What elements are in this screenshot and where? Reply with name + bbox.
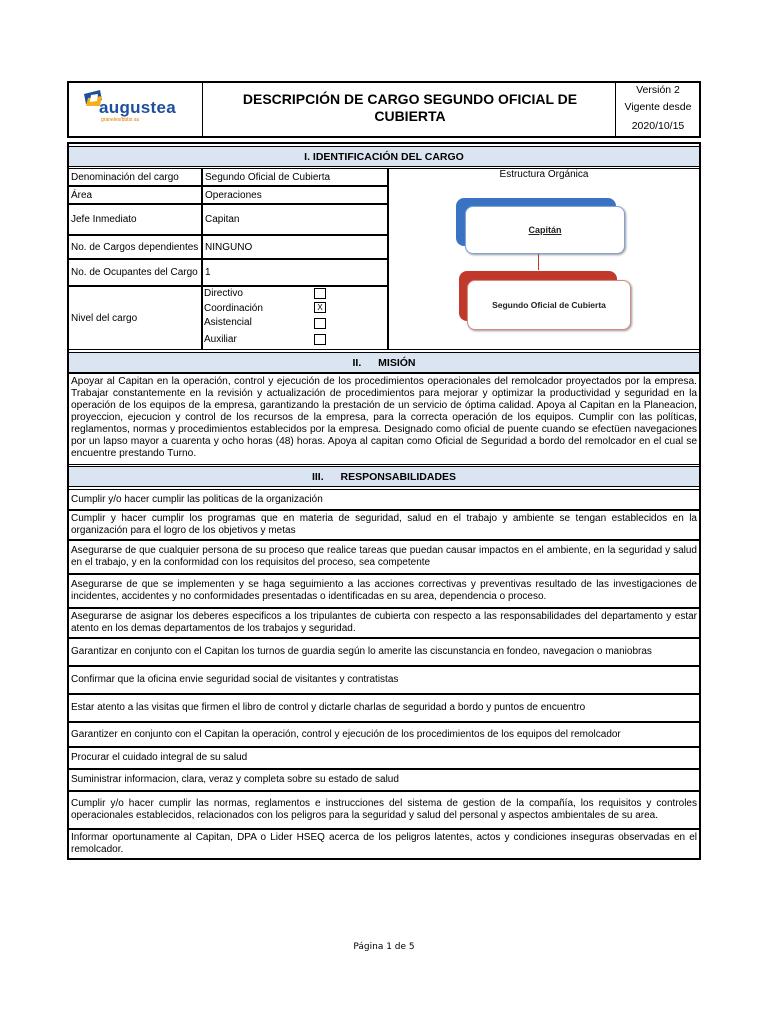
responsibility-item: Cumplir y/o hacer cumplir las politicas de la organización (68, 489, 700, 510)
nivel-option-auxiliar: Auxiliar (204, 334, 237, 345)
row-label-ocupantes: No. de Ocupantes del Cargo (68, 259, 202, 286)
logo-subtitle: graneles/bbbs sa (101, 117, 140, 123)
row-label-nivel: Nivel del cargo (68, 286, 202, 350)
checkbox-directivo[interactable] (314, 288, 326, 299)
responsibility-item: Garantizer en conjunto con el Capitan la operación, control y ejecución de los procedimientos de los equipos del remolcador (68, 722, 700, 747)
section-responsabilidades-number: III. (311, 471, 324, 483)
vigente-date: 2020/10/15 (631, 120, 685, 132)
responsibility-item: Confirmar que la oficina envie seguridad social de visitantes y contratistas (68, 666, 700, 694)
logo-text: augustea (99, 98, 177, 117)
responsibility-item: Cumplir y/o hacer cumplir las normas, reglamentos e instrucciones del sistema de gestion de la compañía, los requisitos y controles operacionales establecidos, relacionados con los peligros para la seguridad y salud del personal y aspectos ambientales de su area. (68, 791, 700, 829)
responsibility-item: Asegurarse de que cualquier persona de su proceso que realice tareas que puedan causar impactos en el ambiente, en la seguridad y salud en el trabajo, y en la conformidad con los requisitos del proceso, sea competente (68, 540, 700, 574)
section-responsabilidades-title (68, 466, 700, 487)
nivel-option-asistencial: Asistencial (204, 317, 252, 328)
row-value-denominacion: Segundo Oficial de Cubierta (202, 168, 388, 186)
version: Versión 2 (636, 84, 680, 96)
vigente-label: Vigente desde (624, 101, 692, 113)
row-value-area: Operaciones (202, 186, 388, 204)
responsibility-item: Procurar el cuidado integral de su salud (68, 747, 700, 769)
checkbox-auxiliar[interactable] (314, 334, 326, 345)
org-box-segundo (467, 280, 631, 330)
responsibility-item: Suministrar informacion, clara, veraz y completa sobre su estado de salud (68, 769, 700, 791)
row-value-cargos-dependientes: NINGUNO (202, 235, 388, 259)
nivel-option-directivo: Directivo (204, 288, 243, 299)
section-mision-title (68, 352, 700, 373)
nivel-option-coordinacion: Coordinación (204, 303, 263, 314)
page-number: Página 1 de 5 (353, 942, 415, 952)
row-value-jefe: Capitan (202, 204, 388, 235)
logo (80, 88, 195, 128)
responsibility-item: Estar atento a las visitas que firmen el libro de control y dictarle charlas de seguridad a bordo y puntos de encuentro (68, 694, 700, 722)
header-logo-divider (202, 81, 203, 138)
responsibility-item: Cumplir y hacer cumplir los programas que en materia de seguridad, salud en el trabajo y ambiente se tengan establecidos en la organización para el logro de los objetivos y metas (68, 510, 700, 540)
org-box-segundo-label: Segundo Oficial de Cubierta (492, 300, 606, 310)
mision-text: Apoyar al Capitan en la operación, control y ejecución de los procedimientos operacionales del remolcador proyectados por la empresa. Trabajar constantemente en la revisión y actualización de procedimientos para mejorar y optimizar la productividad y seguridad en la operación de los equipos de la empresa, garantizando la prestación de un servicio de óptima calidad. Apoya al Capitan en la Planeacion, proyeccion, ejecucion y control de los recursos de la empresa, para la correcta operación de los equipos. Cumplir con las políticas, reglamentos, normas y procedimientos establecidos por la empresa. Designado como oficial de puente cuando se efectüen navegaciones por un lapso mayor a cuarenta y ocho horas (48) horas. Apoya al capitan como Oficial de Seguridad a bordo del remolcador en el cual se encuentre prestando Turno. (68, 373, 700, 465)
section-responsabilidades-label: RESPONSABILIDADES (340, 471, 457, 483)
checkbox-asistencial[interactable] (314, 318, 326, 329)
responsibility-item: Informar oportunamente al Capitan, DPA o Lider HSEQ acerca de los peligros latentes, actos y condiciones inseguras observadas en el remolcador. (68, 829, 700, 859)
document-title: DESCRIPCIÓN DE CARGO SEGUNDO OFICIAL DE CUBIERTA (242, 91, 578, 124)
responsibility-item: Garantizar en conjunto con el Capitan los turnos de guardia según lo amerite las ciscunstancia en fondeo, navegacion o maniobras (68, 638, 700, 666)
section-identificacion-title: I. IDENTIFICACIÓN DEL CARGO (68, 146, 700, 167)
org-box-capitan (465, 206, 625, 254)
row-value-ocupantes: 1 (202, 259, 388, 286)
row-label-jefe: Jefe Inmediato (68, 204, 202, 235)
row-label-area: Área (68, 186, 202, 204)
checkbox-coordinacion[interactable]: X (314, 302, 326, 313)
row-label-denominacion: Denominación del cargo (68, 168, 202, 186)
org-chart-title: Estructura Orgánica (499, 169, 589, 180)
org-connector-line (538, 254, 539, 270)
section-mision-label: MISIÓN (378, 357, 416, 369)
org-box-capitan-label: Capitán (528, 225, 562, 235)
responsibility-item: Asegurarse de que se implementen y se haga seguimiento a las acciones correctivas y preventivas resultado de las investigaciones de incidentes, accidentes y no conformidades presentadas o identificadas en su area, dependencia o proceso. (68, 574, 700, 608)
responsibility-item: Asegurarse de asignar los deberes especificos a los tripulantes de cubierta con respecto a las responsabilidades del departamento y estar atento en los demas departamentos de los trabajos y seguridad. (68, 608, 700, 638)
section-mision-number: II. (352, 357, 362, 369)
row-label-cargos-dependientes: No. de Cargos dependientes (68, 235, 202, 259)
